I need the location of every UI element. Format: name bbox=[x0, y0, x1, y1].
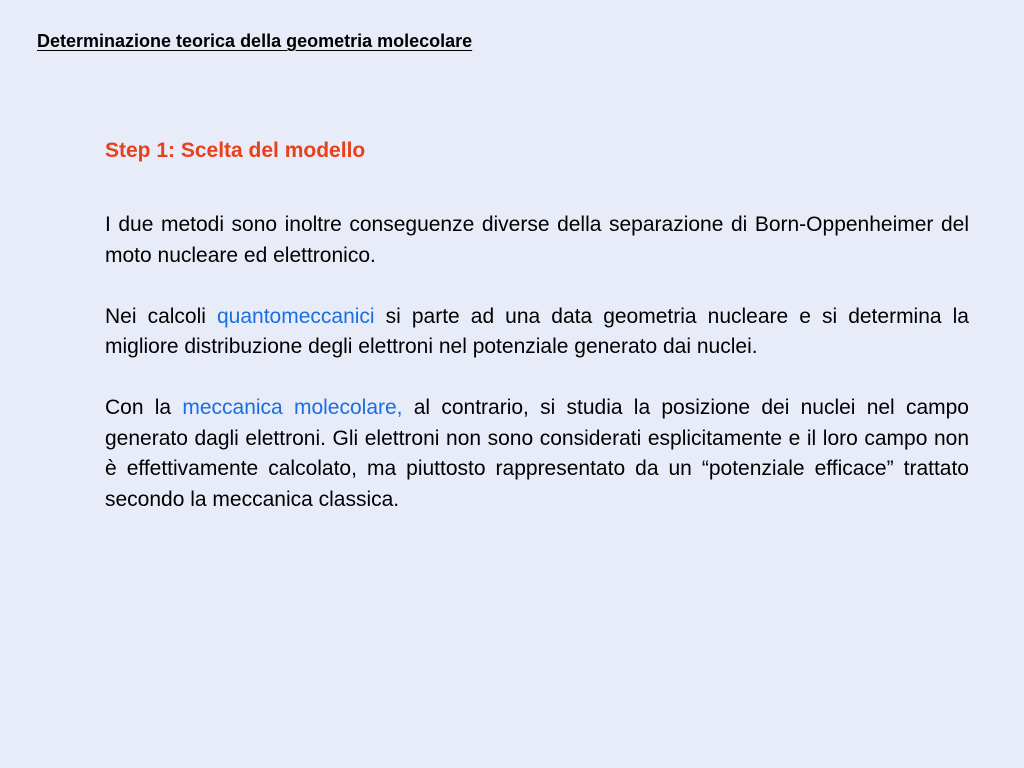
paragraph-mm-intro: Con la bbox=[105, 396, 183, 419]
paragraph-quantum-intro: Nei calcoli bbox=[105, 304, 217, 328]
term-meccanica-molecolare: meccanica molecolare, bbox=[182, 396, 403, 419]
slide-title: Determinazione teorica della geometria molecolare bbox=[37, 31, 473, 51]
step-heading: Step 1: Scelta del modello bbox=[105, 139, 366, 162]
slide-body bbox=[105, 210, 969, 546]
paragraph-quantum bbox=[105, 302, 969, 363]
term-quantomeccanici: quantomeccanici bbox=[216, 304, 375, 328]
paragraph-mm-rest: al contrario, si studia la posizione dei nuclei nel campo generato dagli elettroni. Gli elettroni non sono considerati esplicitamente e il loro campo non è effettivamente calcolato, ma piuttosto rappresentato da un “potenziale efficace” trattato secondo la meccanica classica. bbox=[105, 396, 969, 511]
paragraph-born-oppenheimer: I due metodi sono inoltre conseguenze diverse della separazione di Born-Oppenheimer del moto nucleare ed elettronico. bbox=[105, 213, 969, 267]
paragraph-quantum-rest: si parte ad una data geometria nucleare e si determina la migliore distribuzione degli elettroni nel potenziale generato dai nuclei. bbox=[105, 304, 969, 358]
paragraph-molecular-mechanics bbox=[105, 393, 969, 515]
